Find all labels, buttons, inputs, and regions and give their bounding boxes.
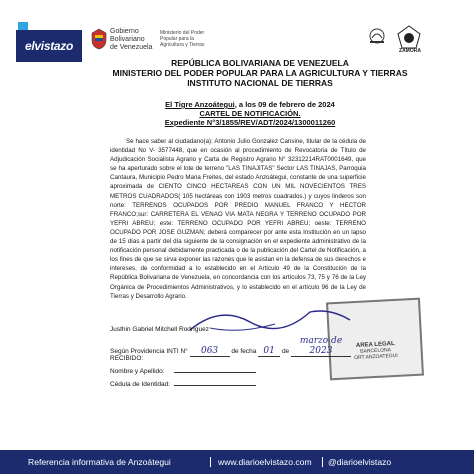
place-name: El Tigre Anzoátegui [165,100,235,109]
file-number: Expediente N°3/1855/REV/ADT/2024/1300011260 [164,118,336,127]
footer-website-link[interactable]: www.diarioelvistazo.com [218,457,312,467]
stamp-line-1: AREA LEGAL [355,340,395,350]
received-section [110,352,256,391]
place-date [120,100,380,109]
notice-title: CARTEL DE NOTIFICACIÓN. [199,109,301,118]
received-name-field[interactable] [174,372,256,373]
government-title: Gobierno Bolivariano de Venezuela [110,28,153,51]
notice-paragraph: Se hace saber al ciudadano(a): Antonio Julio Gonzalez Cansine, titular de la cédula de identidad No V- 3577448, que en ocasión al procedimiento de Revocatoria de Título de Adjudicación Socialista Agrario y Carta de Registro Agrario N° 32312214RAT0001649, que se ha aperturado sobre el lote de terreno "LAS TINAJITAS" Sector LAS TINAJAS, Parroquia Cantaura, Municipio Pedro Maria Freites, del estado Anzoátegui, constante de una superficie aproximada de CIENTO CINCO HECTAREAS CON UN MIL NOVECIENTOS TRES METROS CUADRADOS( 105 hectáreas con 1903 metros cuadrados.) y cuyos linderos son norte: TERRENOS OCUPADOS POR PREDIO MANUEL FRANCO Y HECTOR FRANCO;sur: CARRETERA EL VENAO VIA MATA NEGRA Y TERRENO OCUPADO POR YEFRI ABREU; este: TERRENO OCUPADO POR YEFRI ABREU; oeste: TERRENO OCUPADO POR JOSE GUZMAN; deberá comparecer por ante esta Institución en un lapso de 15 días a partir del día siguiente de la consignación en el expediente administrativo de la notificación personal debidamente practicada o de la publicación del Cartel de Notificación, a los fines de que se sirva exponer las razones que le asistan en la defensa de sus derechos e intereses, de conformidad a lo establecido en el Artículo 49 de la Constitución de la República Bolivariana de Venezuela, en concordancia con los artículos 73, 75 y 76 de la Ley Orgánica de Procedimientos Administrativos, y lo establecido en el artículo 96 de la Ley de Tierras y Desarrollo Agrario. [110,138,366,300]
notice-caption [120,100,380,127]
logo-accent-mark [18,22,28,30]
providencia-month-year: marzo de 2023 [299,336,343,356]
handwritten-signature [180,300,360,340]
date-text: , a los 09 de febrero de 2024 [234,100,335,109]
header-republic: REPÚBLICA BOLIVARIANA DE VENEZUELA [171,58,349,68]
received-id-row [110,378,256,391]
received-id-field[interactable] [174,385,256,386]
signer-name: Justhin Gabriel Mitchell Rodríguez [110,326,209,333]
header-institute: INSTITUTO NACIONAL DE TIERRAS [187,78,333,88]
providencia-de-label: de [281,348,290,355]
document-header [100,58,420,88]
footer-social-handle[interactable]: @diarioelvistazo [328,457,392,467]
providencia-date-label: de fecha [231,348,257,355]
notice-body [110,137,366,301]
providencia-label: Según Providencia INTI N° [110,348,188,355]
elvistazo-logo[interactable] [16,30,82,62]
government-emblem-icon [90,28,108,50]
footer-bar [0,450,474,474]
zamora-label: ZAMORA [399,48,421,54]
footer-tagline: Referencia informativa de Anzoátegui [28,457,171,467]
providencia-number: 063 [200,346,219,356]
received-name-row [110,365,256,378]
brand-logo-text: elvistazo [25,39,73,53]
stamp-line-2: BARCELONA [360,347,392,355]
footer-divider [322,457,323,467]
received-id-label: Cédula de Identidad: [110,381,170,388]
stamp-line-3: ORT ANZOATEGUI [354,352,398,362]
received-title: RECIBIDO: [110,355,144,362]
ministry-title: Ministerio del Poder Popular para la Agricultura y Tierras [160,30,205,48]
providencia-day: 01 [263,346,275,356]
footer-divider [210,457,211,467]
inti-logo-icon [366,26,388,46]
providencia-day-field [258,346,280,357]
providencia-month-field [291,336,351,357]
header-ministry: MINISTERIO DEL PODER POPULAR PARA LA AGRICULTURA Y TIERRAS [112,68,408,78]
received-name-label: Nombre y Apellido: [110,368,165,375]
